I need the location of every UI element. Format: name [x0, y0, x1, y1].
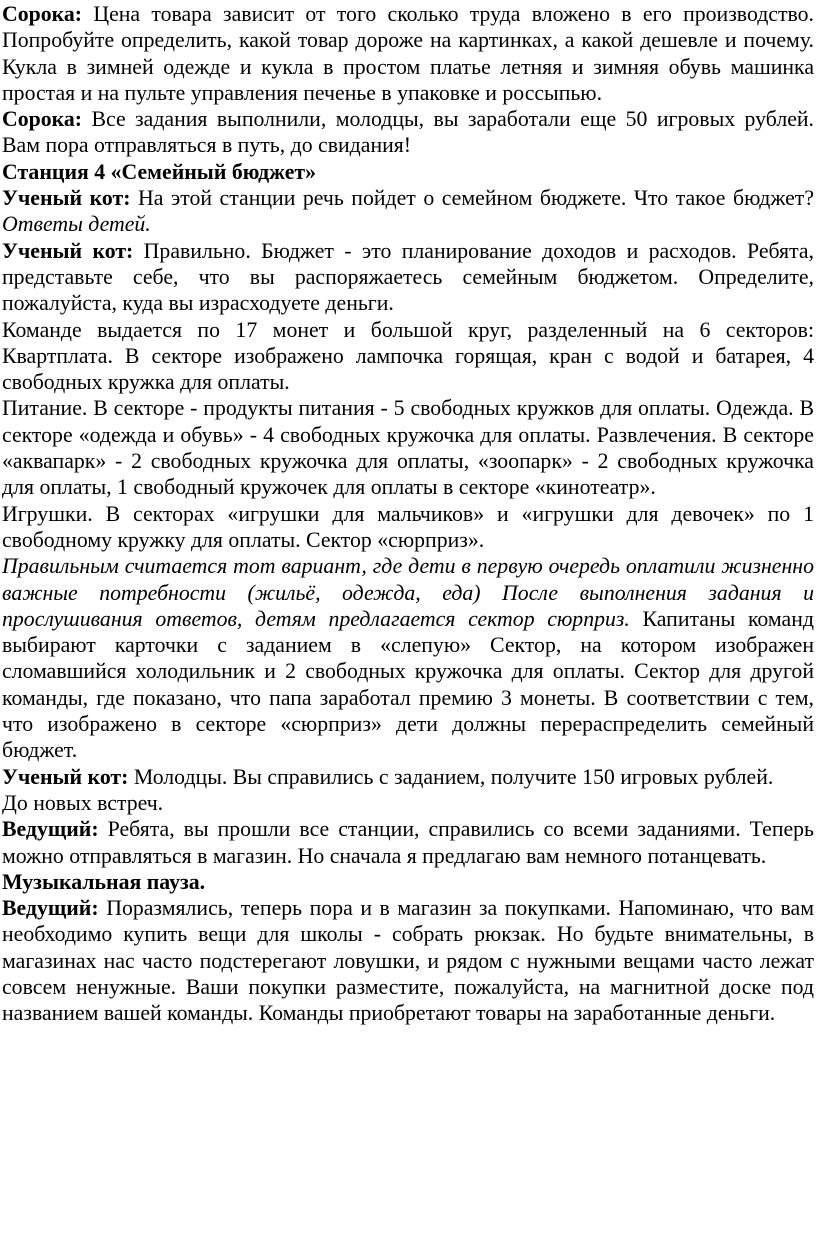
paragraph-text: Поразмялись, теперь пора и в магазин за покупками. Напоминаю, что вам необходимо купить вещи для школы - собрать рюкзак. Но будьте внимательны, в магазинах нас часто подстерегают ловушки, и рядом с нужными вещами часто лежат совсем ненужные. Ваши покупки разместите, пожалуйста, на магнитной доске под названием вашей команды. Команды приобретают товары на заработанные деньги.: [2, 896, 814, 1026]
speaker-label: Ученый кот:: [2, 186, 131, 211]
speaker-label: Ведущий:: [2, 817, 99, 842]
paragraph-text: Правильно. Бюджет - это планирование доходов и расходов. Ребята, представьте себе, что вы распоряжаетесь семейным бюджетом. Определите, пожалуйста, куда вы израсходуете деньги.: [2, 238, 814, 316]
paragraph-correct-answer: [2, 553, 814, 763]
paragraph-text: На этой станции речь пойдет о семейном бюджете. Что такое бюджет?: [130, 186, 814, 211]
paragraph-cat-budget-definition: [2, 238, 814, 317]
stage-note: Ответы детей.: [2, 212, 151, 237]
paragraph-goodbye: До новых встреч.: [2, 790, 164, 815]
speaker-label: Ведущий:: [2, 896, 99, 921]
paragraph-sectors: Питание. В секторе - продукты питания - 5 свободных кружков для оплаты. Одежда. В секторе «одежда и обувь» - 4 свободных кружочка для оплаты. Развлечения. В секторе «аквапарк» - 2 свободных кружочка для оплаты, «зоопарк» - 2 свободных кружочка для оплаты, 1 свободный кружочек для оплаты в секторе «кинотеатр».: [2, 396, 814, 500]
paragraph-host-dance: [2, 816, 814, 869]
stage-note: Правильным считается тот вариант, где дети в первую очередь оплатили жизненно важные потребности (жильё, одежда, еда) После выполнения задания и прослушивания ответов, детям предлагается сектор сюрприз.: [2, 554, 814, 631]
paragraph-text: Капитаны команд выбирают карточки с заданием в «слепую» Сектор, на котором изображен сломавшийся холодильник и 2 свободных кружочка для оплаты. Сектор для другой команды, где показано, что папа заработал премию 3 монеты. В соответствии с тем, что изображено в секторе «сюрприз» дети должны перераспределить семейный бюджет.: [2, 606, 814, 763]
paragraph-text: Молодцы. Вы справились с заданием, получите 150 игровых рублей.: [128, 764, 774, 789]
music-pause-heading: Музыкальная пауза.: [2, 869, 206, 894]
paragraph-cat-budget-question: [2, 185, 814, 238]
speaker-label: Сорока:: [2, 107, 83, 132]
paragraph-team-coins: Команде выдается по 17 монет и большой круг, разделенный на 6 секторов: Квартплата. В секторе изображено лампочка горящая, кран с водой и батарея, 4 свободных кружка для оплаты.: [2, 317, 814, 395]
paragraph-text: Ребята, вы прошли все станции, справились со всеми заданиями. Теперь можно отправляться в магазин. Но сначала я предлагаю вам немного потанцевать.: [2, 817, 814, 868]
paragraph-text: Цена товара зависит от того сколько труда вложено в его производство. Попробуйте определить, какой товар дороже на картинках, а какой дешевле и почему. Кукла в зимней одежде и кукла в простом платье летняя и зимняя обувь машинка простая и на пульте управления печенье в упаковке и россыпью.: [2, 2, 814, 105]
paragraph-cat-well-done: [2, 764, 814, 790]
station-4-heading: Станция 4 «Семейный бюджет»: [2, 159, 316, 184]
speaker-label: Ученый кот:: [2, 764, 129, 789]
speaker-label: Ученый кот:: [2, 238, 134, 263]
speaker-label: Сорока:: [2, 2, 83, 26]
paragraph-text: Все задания выполнили, молодцы, вы заработали еще 50 игровых рублей. Вам пора отправляться в путь, до свидания!: [2, 107, 814, 158]
paragraph-toys: Игрушки. В секторах «игрушки для мальчиков» и «игрушки для девочек» по 1 свободному кружку для оплаты. Сектор «сюрприз».: [2, 501, 814, 552]
paragraph-magpie-price: [2, 1, 814, 106]
paragraph-magpie-reward: [2, 106, 814, 159]
paragraph-host-shopping: [2, 895, 814, 1026]
